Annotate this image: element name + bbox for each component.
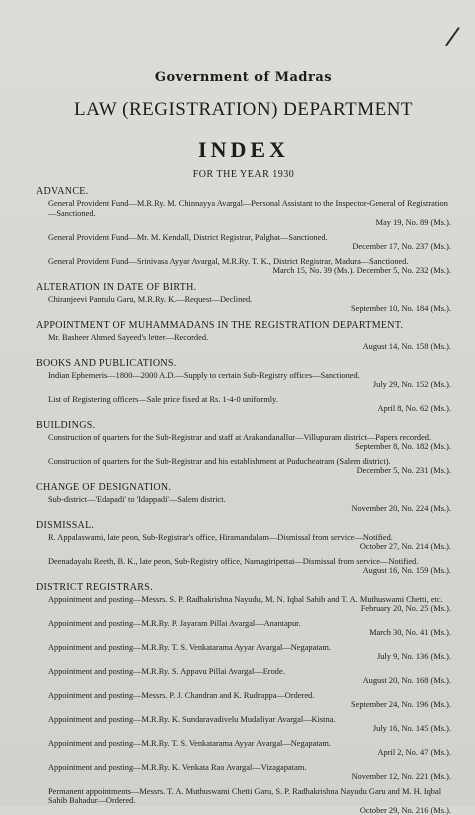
entry-reference: March 15, No. 39 (Ms.). December 5, No. 232 (Ms.).	[48, 266, 451, 276]
index-entry	[36, 457, 451, 476]
entry-reference: October 29, No. 216 (Ms.).	[48, 806, 451, 815]
entry-reference: December 5, No. 231 (Ms.).	[48, 466, 451, 476]
index-entry	[36, 433, 451, 452]
government-heading: Government of Madras	[36, 0, 451, 85]
index-section	[36, 320, 451, 352]
entry-description: Construction of quarters for the Sub-Registrar and his establishment at Puducheatram (Salem district).	[48, 457, 451, 467]
entry-reference: February 20, No. 25 (Ms.).	[48, 604, 451, 614]
entry-reference: November 20, No. 224 (Ms.).	[48, 504, 451, 514]
entry-description: General Provident Fund—M.R.Ry. M. Chinnayya Avargal—Personal Assistant to the Inspector-General of Registration—Sanctioned.	[48, 199, 451, 218]
entry-reference: November 12, No. 221 (Ms.).	[48, 772, 451, 782]
entry-description: Appointment and posting—M.R.Ry. K. Venkata Rao Avargal—Vizagapatam.	[48, 763, 451, 773]
entry-description: Appointment and posting—M.R.Ry. P. Jayaram Pillai Avargal—Anantapur.	[48, 619, 451, 629]
entry-reference: September 8, No. 182 (Ms.).	[48, 442, 451, 452]
entry-reference: July 29, No. 152 (Ms.).	[48, 380, 451, 390]
entry-description: Appointment and posting—Messrs. P. J. Chandran and K. Rudrappa—Ordered.	[48, 691, 451, 701]
index-section	[36, 520, 451, 576]
index-entry	[36, 715, 451, 734]
section-title: DISTRICT REGISTRARS.	[36, 582, 451, 594]
entry-reference: March 30, No. 41 (Ms.).	[48, 628, 451, 638]
entry-reference: September 24, No. 196 (Ms.).	[48, 700, 451, 710]
section-title: ALTERATION IN DATE OF BIRTH.	[36, 282, 451, 294]
index-entry	[36, 495, 451, 514]
entry-description: R. Appalaswami, late peon, Sub-Registrar's office, Hiramandalam—Dismissal from service—Notified.	[48, 533, 451, 543]
pen-mark: /	[444, 21, 462, 52]
index-entry	[36, 763, 451, 782]
index-section	[36, 186, 451, 276]
index-entry	[36, 333, 451, 352]
entry-description: Indian Ephemeris—1800—2000 A.D.—Supply to certain Sub-Registry offices—Sanctioned.	[48, 371, 451, 381]
entry-description: Appointment and posting—Messrs. S. P. Radhakrishna Nayudu, M. N. Iqbal Sahib and T. A. Muthuswami Chetti, etc.	[48, 595, 451, 605]
section-title: BOOKS AND PUBLICATIONS.	[36, 358, 451, 370]
index-entry	[36, 787, 451, 815]
index-section	[36, 420, 451, 476]
section-title: APPOINTMENT OF MUHAMMADANS IN THE REGISTRATION DEPARTMENT.	[36, 320, 451, 332]
entry-reference: July 16, No. 145 (Ms.).	[48, 724, 451, 734]
entry-description: Chiranjeevi Pantulu Garu, M.R.Ry. K.—Request—Declined.	[48, 295, 451, 305]
index-entry	[36, 557, 451, 576]
index-entry	[36, 371, 451, 390]
index-entry	[36, 199, 451, 228]
index-entry	[36, 667, 451, 686]
entry-reference: July 9, No. 136 (Ms.).	[48, 652, 451, 662]
index-section	[36, 582, 451, 815]
entry-reference: September 10, No. 184 (Ms.).	[48, 304, 451, 314]
index-entry	[36, 233, 451, 252]
index-entry	[36, 643, 451, 662]
entry-reference: August 16, No. 159 (Ms.).	[48, 566, 451, 576]
entry-description: List of Registering officers—Sale price fixed at Rs. 1-4-0 uniformly.	[48, 395, 451, 405]
department-heading: LAW (REGISTRATION) DEPARTMENT	[36, 99, 451, 121]
entry-reference: October 27, No. 214 (Ms.).	[48, 542, 451, 552]
entry-description: Construction of quarters for the Sub-Registrar and staff at Arakandanallur—Villupuram district—Papers recorded.	[48, 433, 451, 443]
entry-reference: August 20, No. 168 (Ms.).	[48, 676, 451, 686]
entry-reference: August 14, No. 158 (Ms.).	[48, 342, 451, 352]
entry-description: Appointment and posting—M.R.Ry. S. Appavu Pillai Avargal—Erode.	[48, 667, 451, 677]
entry-description: Sub-district—'Edapadi' to 'Idappadi'—Salem district.	[48, 495, 451, 505]
section-title: CHANGE OF DESIGNATION.	[36, 482, 451, 494]
section-title: ADVANCE.	[36, 186, 451, 198]
section-title: DISMISSAL.	[36, 520, 451, 532]
section-title: BUILDINGS.	[36, 420, 451, 432]
entry-description: Mr. Basheer Ahmed Sayeed's letter—Recorded.	[48, 333, 451, 343]
index-entry	[36, 395, 451, 414]
entry-reference: April 2, No. 47 (Ms.).	[48, 748, 451, 758]
entry-reference: May 19, No. 89 (Ms.).	[48, 218, 451, 228]
index-entry	[36, 533, 451, 552]
entry-description: Appointment and posting—M.R.Ry. K. Sundaravadivelu Mudaliyar Avargal—Kistna.	[48, 715, 451, 725]
index-section	[36, 282, 451, 314]
index-entry	[36, 691, 451, 710]
entry-reference: December 17, No. 237 (Ms.).	[48, 242, 451, 252]
entry-description: General Provident Fund—Srinivasa Ayyar Avargal, M.R.Ry. T. K., District Registrar, Madura—Sanctioned.	[48, 257, 451, 267]
index-section	[36, 482, 451, 514]
index-title: INDEX	[36, 137, 451, 163]
entry-reference: April 8, No. 62 (Ms.).	[48, 404, 451, 414]
index-entry	[36, 257, 451, 276]
entry-description: Appointment and posting—M.R.Ry. T. S. Venkatarama Ayyar Avargal—Negapatam.	[48, 739, 451, 749]
index-entry	[36, 619, 451, 638]
entry-description: General Provident Fund—Mr. M. Kendall, District Registrar, Palghat—Sanctioned.	[48, 233, 451, 243]
index-entry	[36, 595, 451, 614]
index-section	[36, 358, 451, 414]
index-sections	[36, 186, 451, 815]
index-entry	[36, 739, 451, 758]
entry-description: Appointment and posting—M.R.Ry. T. S. Venkatarama Ayyar Avargal—Negapatam.	[48, 643, 451, 653]
entry-description: Deenadayalu Reeth, B. K., late peon, Sub-Registry office, Namagiripettai—Dismissal from service—Notified.	[48, 557, 451, 567]
index-entry	[36, 295, 451, 314]
entry-description: Permanent appointments—Messrs. T. A. Muthuswami Chetti Garu, S. P. Radhakrishna Nayudu Garu and M. H. Iqbal Sahib Bahadur—Ordered.	[48, 787, 451, 806]
year-subtitle: FOR THE YEAR 1930	[36, 169, 451, 180]
